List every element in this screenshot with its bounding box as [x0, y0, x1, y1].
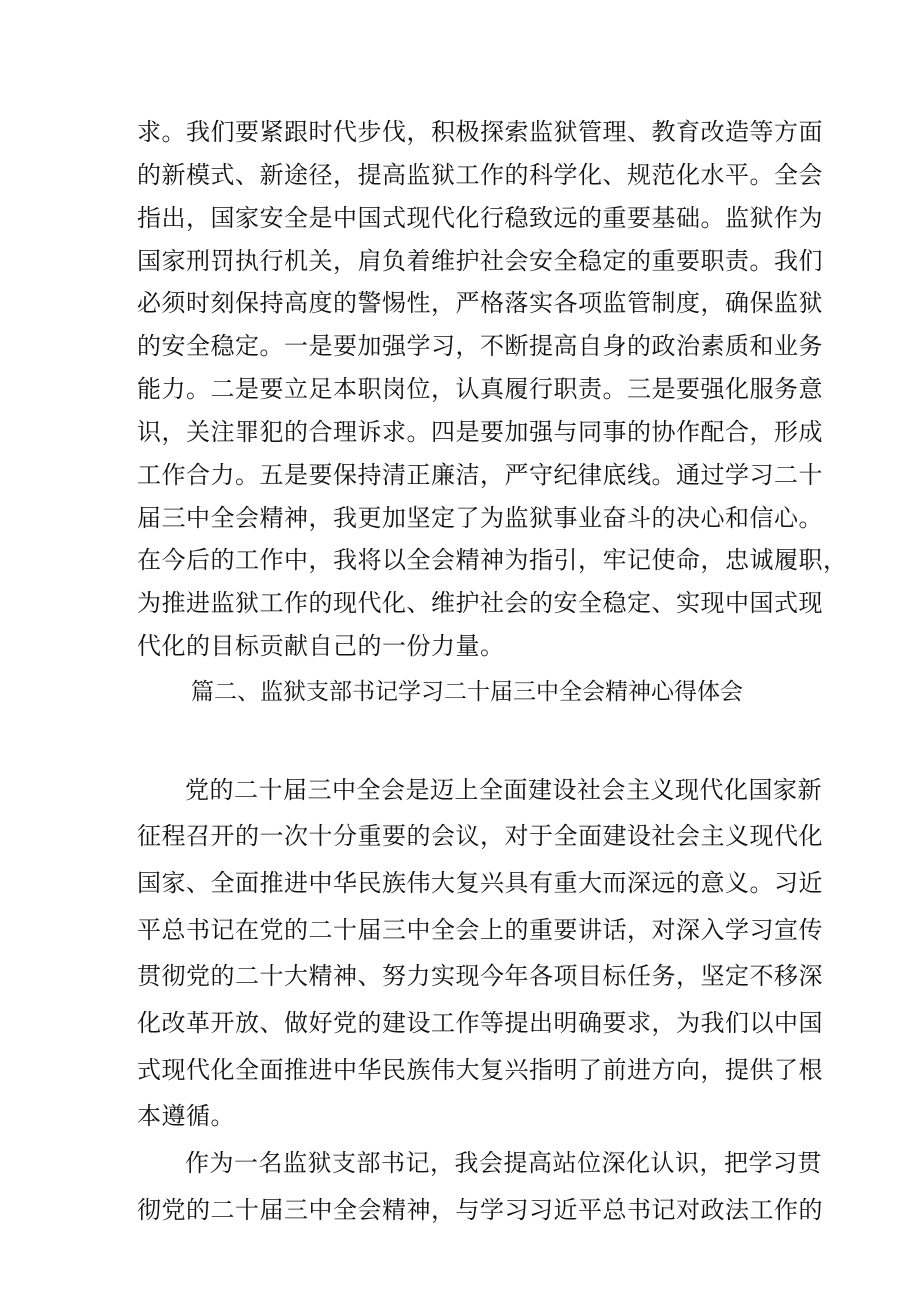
text-line: 征程召开的一次十分重要的会议，对于全面建设社会主义现代化 [137, 822, 823, 850]
text-line: 的安全稳定。一是要加强学习，不断提高自身的政治素质和业务 [137, 332, 823, 360]
text-line: 化改革开放、做好党的建设工作等提出明确要求，为我们以中国 [137, 1009, 823, 1037]
text-line: 必须时刻保持高度的警惕性，严格落实各项监管制度，确保监狱 [137, 289, 823, 317]
text-line: 工作合力。五是要保持清正廉洁，严守纪律底线。通过学习二十 [137, 461, 823, 489]
text-line: 代化的目标贡献自己的一份力量。 [137, 632, 505, 660]
text-line: 式现代化全面推进中华民族伟大复兴指明了前进方向，提供了根 [137, 1056, 823, 1084]
text-line: 国家刑罚执行机关，肩负着维护社会安全稳定的重要职责。我们 [137, 247, 823, 275]
text-line: 的新模式、新途径，提高监狱工作的科学化、规范化水平。全会 [137, 161, 823, 189]
text-line: 本遵循。 [137, 1102, 235, 1130]
text-line: 在今后的工作中，我将以全会精神为指引，牢记使命，忠诚履职， [137, 546, 848, 574]
text-line: 能力。二是要立足本职岗位，认真履行职责。三是要强化服务意 [137, 375, 823, 403]
text-line: 作为一名监狱支部书记，我会提高站位深化认识，把学习贯 [185, 1149, 822, 1177]
text-line: 平总书记在党的二十届三中全会上的重要讲话，对深入学习宣传 [137, 916, 823, 944]
text-line: 识，关注罪犯的合理诉求。四是要加强与同事的协作配合，形成 [137, 418, 823, 446]
text-line: 求。我们要紧跟时代步伐，积极探索监狱管理、教育改造等方面 [137, 118, 823, 146]
text-line: 国家、全面推进中华民族伟大复兴具有重大而深远的意义。习近 [137, 869, 823, 897]
text-line: 届三中全会精神，我更加坚定了为监狱事业奋斗的决心和信心。 [137, 504, 823, 532]
text-line: 为推进监狱工作的现代化、维护社会的安全稳定、实现中国式现 [137, 589, 823, 617]
text-line: 贯彻党的二十大精神、努力实现今年各项目标任务，坚定不移深 [137, 962, 823, 990]
text-line: 党的二十届三中全会是迈上全面建设社会主义现代化国家新 [185, 776, 822, 804]
text-line: 指出，国家安全是中国式现代化行稳致远的重要基础。监狱作为 [137, 204, 823, 232]
text-line: 彻党的二十届三中全会精神，与学习习近平总书记对政法工作的 [137, 1196, 823, 1224]
section-heading: 篇二、监狱支部书记学习二十届三中全会精神心得体会 [191, 679, 743, 705]
